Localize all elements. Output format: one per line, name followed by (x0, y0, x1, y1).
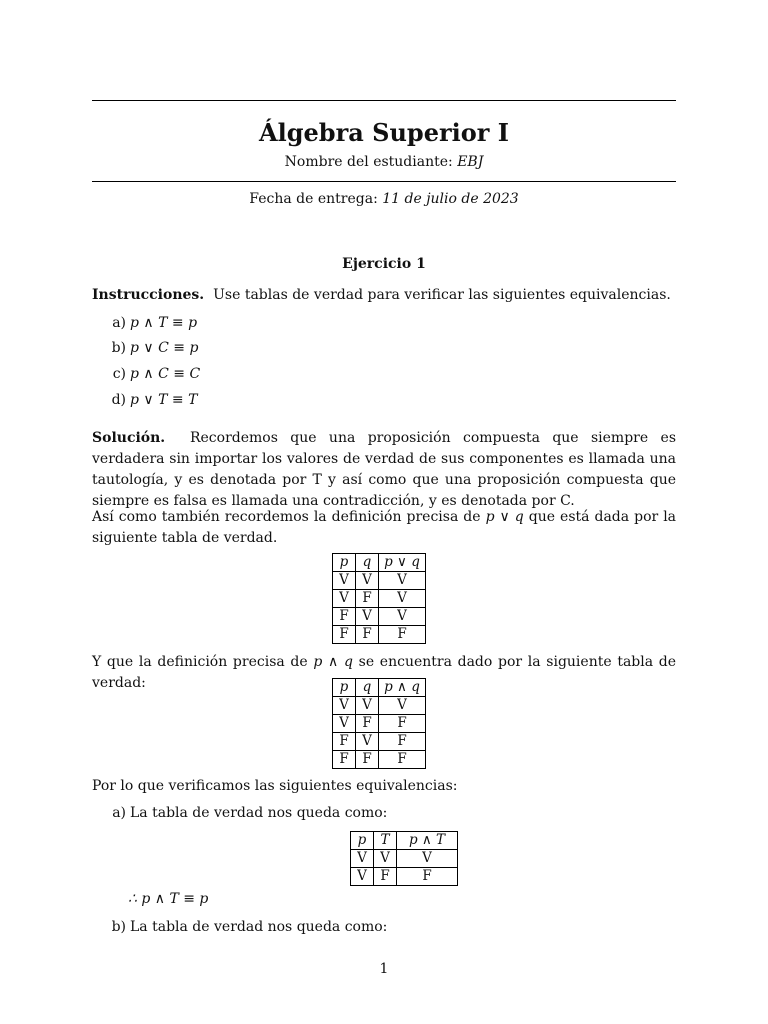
page-number: 1 (379, 961, 389, 977)
table-cell: F (379, 733, 426, 751)
document-page (92, 0, 676, 1024)
solution-label: Solución. (92, 430, 166, 446)
item-label: b) (111, 919, 126, 935)
instructions-text: Use tablas de verdad para verificar las siguientes equivalencias. (213, 287, 671, 303)
top-rule (92, 100, 676, 101)
document-title: Álgebra Superior I (259, 118, 509, 147)
table-header: p ∧ q (379, 679, 426, 697)
table-cell: V (351, 868, 374, 886)
solution-text: Recordemos que una proposición compuesta que siempre es verdadera sin importar los valores de verdad de sus componentes es llamada una tautología, y es denotada por T y así como que una proposición compuesta que siempre es falsa es llamada una contradicción, y es denotada por C. (92, 430, 676, 509)
item-label: c) (112, 366, 126, 382)
table-header: p ∨ q (379, 554, 426, 572)
item-label: d) (111, 392, 126, 408)
table-cell: F (333, 733, 356, 751)
item-text: La tabla de verdad nos queda como: (130, 919, 388, 935)
or-truth-table (332, 553, 426, 644)
student-name: EBJ (457, 154, 484, 170)
item-label: b) (111, 340, 126, 356)
table-cell: V (356, 608, 379, 626)
solution-paragraph (92, 428, 676, 512)
table-header: q (356, 679, 379, 697)
table-header: T (374, 832, 397, 850)
para-text: que está dada por la siguiente tabla de verdad. (92, 509, 677, 546)
table-header: p (351, 832, 374, 850)
table-header: p ∧ T (397, 832, 458, 850)
sub-item-b (92, 917, 676, 937)
table-row (333, 626, 426, 644)
list-item (92, 364, 676, 384)
table-row (333, 715, 426, 733)
table-header: q (356, 554, 379, 572)
table-cell: F (333, 608, 356, 626)
item-formula: p ∨ C ≡ p (130, 340, 199, 356)
table-cell: F (397, 868, 458, 886)
table-cell: V (379, 590, 426, 608)
item-text: La tabla de verdad nos queda como: (130, 805, 388, 821)
table-row (333, 733, 426, 751)
table-cell: V (333, 590, 356, 608)
date-label: Fecha de entrega: (249, 191, 378, 207)
table-row (333, 608, 426, 626)
item-formula: p ∧ T ≡ p (130, 315, 198, 331)
and-truth-table (332, 678, 426, 769)
list-item (92, 390, 676, 410)
exercise-title: Ejercicio 1 (342, 256, 426, 272)
or-definition-paragraph (92, 507, 676, 549)
table-cell: V (374, 850, 397, 868)
table-cell: F (356, 626, 379, 644)
a-truth-table (350, 831, 458, 886)
para-text: Así como también recordemos la definición precisa de (92, 509, 481, 525)
para-text: Y que la definición precisa de (92, 654, 308, 670)
item-formula: p ∨ T ≡ T (130, 392, 198, 408)
instructions (92, 285, 676, 306)
table-header-row (351, 832, 458, 850)
conclusion-a: ∴ p ∧ T ≡ p (128, 891, 209, 907)
table-cell: V (379, 572, 426, 590)
table-cell: F (356, 590, 379, 608)
table-row (351, 850, 458, 868)
item-formula: p ∧ C ≡ C (130, 366, 201, 382)
table-cell: V (356, 572, 379, 590)
item-label: a) (112, 315, 126, 331)
table-cell: F (356, 715, 379, 733)
list-item (92, 313, 676, 333)
student-label: Nombre del estudiante: (284, 154, 453, 170)
table-cell: V (333, 572, 356, 590)
table-cell: F (379, 626, 426, 644)
table-row (333, 697, 426, 715)
table-row (333, 751, 426, 769)
item-label: a) (112, 805, 126, 821)
table-cell: V (379, 608, 426, 626)
table-cell: V (397, 850, 458, 868)
table-cell: F (379, 751, 426, 769)
table-header: p (333, 554, 356, 572)
table-cell: F (379, 715, 426, 733)
table-header: p (333, 679, 356, 697)
para-text: se encuentra dado por la siguiente tabla de verdad: (92, 654, 677, 691)
table-header-row (333, 554, 426, 572)
table-cell: V (379, 697, 426, 715)
table-cell: V (333, 697, 356, 715)
and-formula: p ∧ q (313, 654, 353, 670)
table-cell: F (374, 868, 397, 886)
table-cell: V (351, 850, 374, 868)
or-formula: p ∨ q (485, 509, 524, 525)
instructions-label: Instrucciones. (92, 287, 205, 303)
table-row (333, 590, 426, 608)
date-line (92, 191, 676, 207)
header-rule (92, 181, 676, 182)
table-cell: F (333, 751, 356, 769)
table-cell: V (356, 733, 379, 751)
table-cell: V (333, 715, 356, 733)
table-header-row (333, 679, 426, 697)
list-item (92, 338, 676, 358)
table-row (351, 868, 458, 886)
table-cell: F (333, 626, 356, 644)
table-cell: F (356, 751, 379, 769)
table-cell: V (356, 697, 379, 715)
verification-intro: Por lo que verificamos las siguientes equivalencias: (92, 778, 458, 794)
date-value: 11 de julio de 2023 (382, 191, 519, 207)
student-line (92, 154, 676, 170)
table-row (333, 572, 426, 590)
sub-item-a (92, 803, 676, 823)
